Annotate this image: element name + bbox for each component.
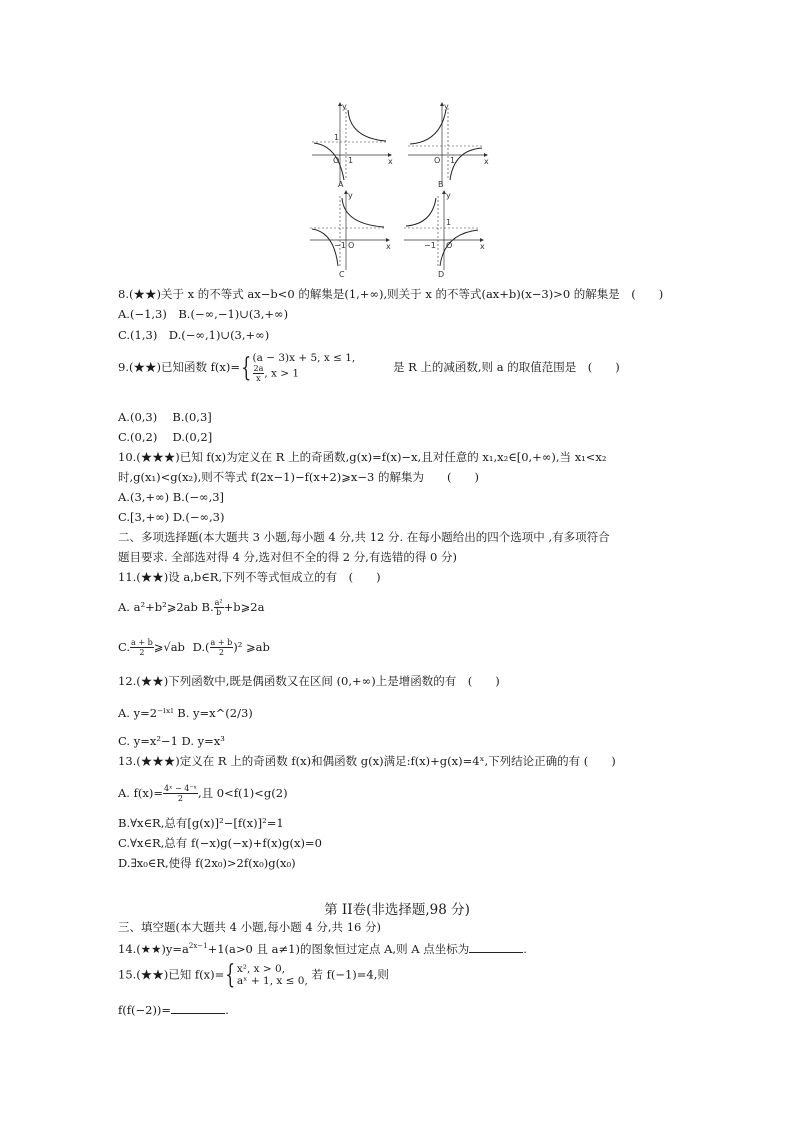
q9-options-ab: A.(0,3) B.(0,3] [118, 410, 212, 424]
q9-prefix: 9.(★★)已知函数 f(x)= [118, 360, 240, 374]
q11-option-c-rest: ⩾√ab [153, 640, 185, 654]
svg-text:−1: −1 [334, 241, 346, 250]
graph-d-label: D [438, 270, 445, 278]
q13-option-a-prefix: A. f(x)= [118, 786, 163, 800]
q14-suffix: +1(a>0 且 a≠1)的图象恒过定点 A,则 A 点坐标为 [207, 942, 470, 956]
graph-d [400, 190, 486, 278]
q11-option-b-den: b [216, 608, 222, 617]
q8-options-cd: C.(1,3) D.(−∞,1)∪(3,+∞) [118, 328, 270, 342]
q8-stem: 8.(★★)关于 x 的不等式 ax−b<0 的解集是(1,+∞),则关于 x 的不等式(ax+b)(x−3)>0 的解集是 ( ) [118, 287, 664, 301]
q9-piecewise [253, 352, 356, 383]
q13-option-a-den: 2 [177, 794, 183, 803]
q11-stem: 11.(★★)设 a,b∈R,下列不等式恒成立的有 ( ) [118, 570, 381, 584]
q11-option-a: A. a²+b²⩾2ab [118, 600, 198, 614]
svg-text:x: x [386, 242, 391, 251]
q11-option-d-prefix: D.( [192, 640, 210, 654]
svg-text:1: 1 [450, 156, 456, 165]
q15-end: . [225, 1003, 229, 1017]
q13-option-a [118, 784, 288, 803]
q13-option-c: C.∀x∈R,总有 f(−x)g(−x)+f(x)g(x)=0 [118, 836, 322, 850]
svg-text:y: y [446, 191, 451, 200]
q13-option-a-rest: ,且 0<f(1)<g(2) [197, 786, 288, 800]
svg-text:O: O [434, 156, 441, 165]
q13-option-d: D.∃x₀∈R,使得 f(2x₀)>2f(x₀)g(x₀) [118, 856, 296, 870]
q15-line2 [118, 1003, 229, 1018]
q9-piece1: (a − 3)x + 5, x ≤ 1, [252, 352, 356, 364]
svg-text:1: 1 [446, 218, 452, 227]
q15-piece1: x², x > 0, [236, 963, 286, 975]
graph-c-label: C [339, 270, 345, 278]
q12-options-ab: A. y=2⁻ˡˣˡ B. y=x^(2/3) [118, 706, 253, 720]
q10-options-cd: C.[3,+∞) D.(−∞,3) [118, 510, 225, 524]
q12-stem: 12.(★★)下列函数中,既是偶函数又在区间 (0,+∞)上是增函数的有 ( ) [118, 674, 500, 688]
graph-b-label: B [438, 180, 444, 188]
q11-option-b-prefix: B. [201, 600, 214, 614]
q14-prefix: 14.(★★)y=a [118, 942, 189, 956]
q11-option-b-rest: +b⩾2a [223, 600, 265, 614]
q9-piece2-den: x [256, 374, 261, 383]
q12-options-cd: C. y=x²−1 D. y=x³ [118, 734, 225, 748]
q10-options-ab: A.(3,+∞) B.(−∞,3] [118, 490, 225, 504]
q11-option-d-rest: )² ⩾ab [233, 640, 270, 654]
part2-heading: 第 II卷(非选择题,98 分) [324, 902, 470, 918]
q15-answer-blank[interactable] [171, 1003, 225, 1014]
q15-prefix: 15.(★★)已知 f(x)= [118, 967, 225, 982]
q11-options-ab [118, 598, 264, 617]
q11-options-cd [118, 638, 270, 657]
svg-text:1: 1 [348, 156, 354, 165]
q15-line2-text: f(f(−2))= [118, 1003, 172, 1017]
q11-option-c-den: 2 [139, 648, 145, 657]
graph-a [308, 100, 394, 188]
q9-suffix: 是 R 上的减函数,则 a 的取值范围是 ( ) [392, 360, 620, 374]
q15-piece2: aˣ + 1, x ≤ 0, [236, 975, 308, 987]
svg-text:x: x [480, 242, 485, 251]
q14-answer-blank[interactable] [469, 942, 523, 953]
q10-stem-line2: 时,g(x₁)<g(x₂),则不等式 f(2x−1)−f(x+2)⩾x−3 的解集为 ( ) [118, 470, 479, 484]
q11-option-d-den: 2 [218, 648, 224, 657]
q11-option-d-num: a + b [210, 638, 233, 647]
q9-piece2-rest: , x > 1 [264, 367, 300, 380]
q9-options-cd: C.(0,2) D.(0,2] [118, 430, 213, 444]
svg-text:O: O [446, 241, 453, 250]
q11-option-c-prefix: C. [118, 640, 131, 654]
svg-text:O: O [333, 156, 340, 165]
graph-a-label: A [338, 180, 344, 188]
q14-exponent: 2x−1 [188, 942, 208, 951]
q9-stem: 9.(★★)已知函数 f(x)={ (a − 3)x + 5, x ≤ 1, $\frac{2a}{x}$ , x > 1 是 R 上的减函数,则 a 的取值范围是 ( ) [118, 352, 620, 383]
q13-option-b: B.∀x∈R,总有[g(x)]²−[f(x)]²=1 [118, 816, 284, 830]
q9-piece2-num: 2a [253, 364, 264, 373]
svg-text:1: 1 [334, 133, 340, 142]
section3-heading: 三、填空题(本大题共 4 小题,每小题 4 分,共 16 分) [118, 920, 381, 934]
q13-stem: 13.(★★★)定义在 R 上的奇函数 f(x)和偶函数 g(x)满足:f(x)+g(x)=4ˣ,下列结论正确的有 ( ) [118, 754, 616, 768]
q15-suffix: 若 f(−1)=4,则 [311, 967, 389, 982]
svg-text:y: y [342, 102, 347, 111]
graph-b [404, 100, 490, 188]
svg-text:−1: −1 [424, 241, 436, 250]
q14-end: . [523, 942, 527, 956]
q8-options-ab: A.(−1,3) B.(−∞,−1)∪(3,+∞) [118, 307, 289, 321]
q15-stem: 15.(★★)已知 f(x)={ x², x > 0, aˣ + 1, x ≤ 0, 若 f(−1)=4,则 [118, 960, 389, 990]
section2-line2: 题目要求. 全部选对得 4 分,选对但不全的得 2 分,有选错的得 0 分) [118, 550, 457, 564]
graph-c [306, 190, 392, 278]
section2-line1: 二、多项选择题(本大题共 3 小题,每小题 4 分,共 12 分. 在每小题给出的四个选项中 ,有多项符合 [118, 530, 610, 544]
svg-text:y: y [444, 102, 449, 111]
svg-text:x: x [388, 157, 393, 166]
q10-stem-line1: 10.(★★★)已知 f(x)为定义在 R 上的奇函数,g(x)=f(x)−x,且对任意的 x₁,x₂∈[0,+∞),当 x₁<x₂ [118, 450, 607, 464]
svg-text:y: y [348, 191, 353, 200]
svg-text:O: O [348, 241, 355, 250]
q11-option-c-num: a + b [131, 638, 153, 647]
q13-option-a-num: 4ˣ − 4⁻ˣ [163, 784, 197, 793]
q15-piecewise [237, 963, 308, 987]
q11-option-b-num: a² [214, 598, 223, 607]
svg-text:x: x [484, 157, 489, 166]
q14-stem [118, 942, 527, 957]
